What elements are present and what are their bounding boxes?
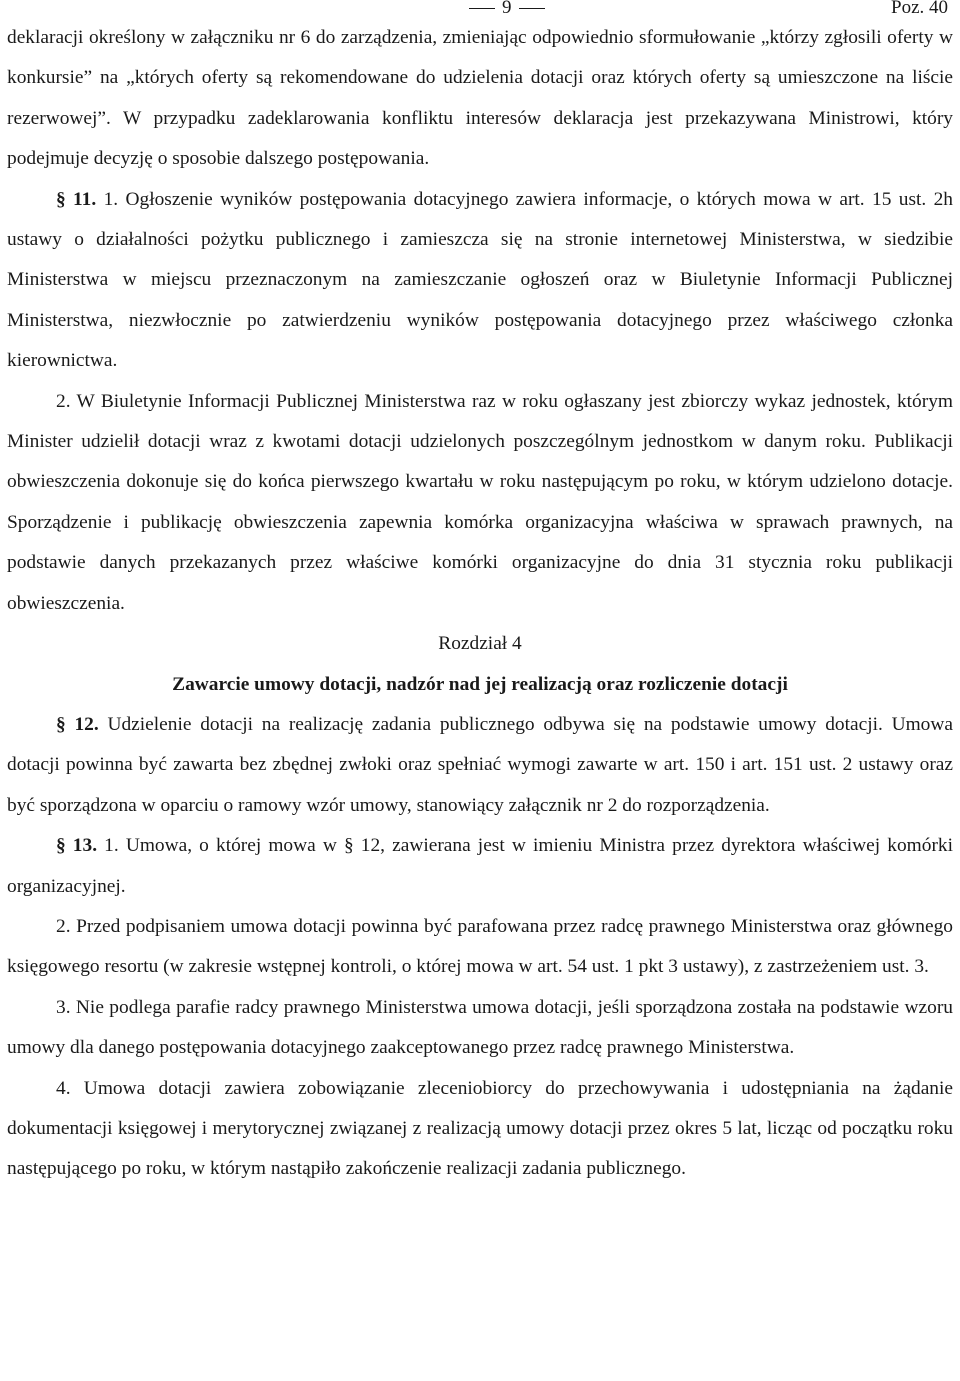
section-13-paragraph-3: 3. Nie podlega parafie radcy prawnego Ministerstwa umowa dotacji, jeśli sporządzona została na podstawie wzoru umowy dla danego postępowania dotacyjnego zaakceptowanego przez radcę prawnego Ministerstwa. — [7, 996, 953, 1059]
paragraph-continuation: deklaracji określony w załączniku nr 6 do zarządzenia, zmieniając odpowiednio sformułowanie „którzy zgłosili oferty w konkursie” na „których oferty są rekomendowane do udzielenia dotacji oraz których oferty są umieszczone na liście rezerwowej”. W przypadku zadeklarowania konfliktu interesów deklaracja jest przekazywana Ministrowi, który podejmuje decyzję o sposobie dalszego postępowania. — [7, 27, 953, 170]
chapter-title: Zawarcie umowy dotacji, nadzór nad jej realizacją oraz rozliczenie dotacji — [172, 673, 788, 695]
position-label: Poz. 40 — [891, 0, 948, 18]
section-13-paragraph-1: § 13. 1. Umowa, o której mowa w § 12, zawierana jest w imieniu Ministra przez dyrektora właściwej komórki organizacyjnej. — [7, 835, 954, 897]
chapter-heading: Rozdział 4 — [438, 633, 522, 655]
section-13-paragraph-2: 2. Przed podpisaniem umowa dotacji powinna być parafowana przez radcę prawnego Ministerstwa oraz głównego księgowego resortu (w zakresie wstępnej kontroli, o której mowa w art. 54 ust. 1 pkt 3 ustawy), z zastrzeżeniem ust. 3. — [7, 915, 953, 978]
page-number: 9 — [462, 0, 552, 19]
section-11-mark: § 11. — [56, 188, 97, 210]
section-13-paragraph-4: 4. Umowa dotacji zawiera zobowiązanie zleceniobiorcy do przechowywania i udostępniania na żądanie dokumentacji księgowej i merytorycznej związanej z realizacją umowy dotacji przez okres 5 lat, licząc od początku roku następującego po roku, w którym nastąpiło zakończenie realizacji zadania publicznego. — [7, 1077, 953, 1180]
section-13-mark: § 13. — [56, 835, 98, 857]
section-11-paragraph-1: § 11. 1. Ogłoszenie wyników postępowania dotacyjnego zawiera informacje, o których mowa w art. 15 ust. 2h ustawy o działalności pożytku publicznego i zamieszcza się na stronie internetowej Ministerstwa, w siedzibie Ministerstwa w miejscu przeznaczonym na zamieszczanie ogłoszeń oraz w Biuletynie Informacji Publicznej Ministerstwa, niezwłocznie po zatwierdzeniu wyników postępowania dotacyjnego przez właściwego członka kierownictwa. — [7, 188, 953, 372]
document-body — [7, 18, 953, 1190]
section-12-mark: § 12. — [56, 713, 99, 735]
page-header — [0, 0, 960, 19]
section-11-paragraph-2: 2. W Biuletynie Informacji Publicznej Ministerstwa raz w roku ogłaszany jest zbiorczy wykaz jednostek, którym Minister udzielił dotacji wraz z kwotami dotacji udzielonych poszczególnym jednostkom w danym roku. Publikacji obwieszczenia dokonuje się do końca pierwszego kwartału w roku następującym po roku, w którym udzielono dotacje. Sporządzenie i publikację obwieszczenia zapewnia komórka organizacyjna właściwa w sprawach prawnych, na podstawie danych przekazanych przez właściwe komórki organizacyjne do dnia 31 stycznia roku publikacji obwieszczenia. — [7, 390, 953, 614]
section-12-paragraph: § 12. Udzielenie dotacji na realizację zadania publicznego odbywa się na podstawie umowy dotacji. Umowa dotacji powinna być zawarta bez zbędnej zwłoki oraz spełniać wymogi zawarte w art. 150 i art. 151 ust. 2 ustawy oraz być sporządzona w oparciu o ramowy wzór umowy, stanowiący załącznik nr 2 do rozporządzenia. — [7, 713, 953, 816]
